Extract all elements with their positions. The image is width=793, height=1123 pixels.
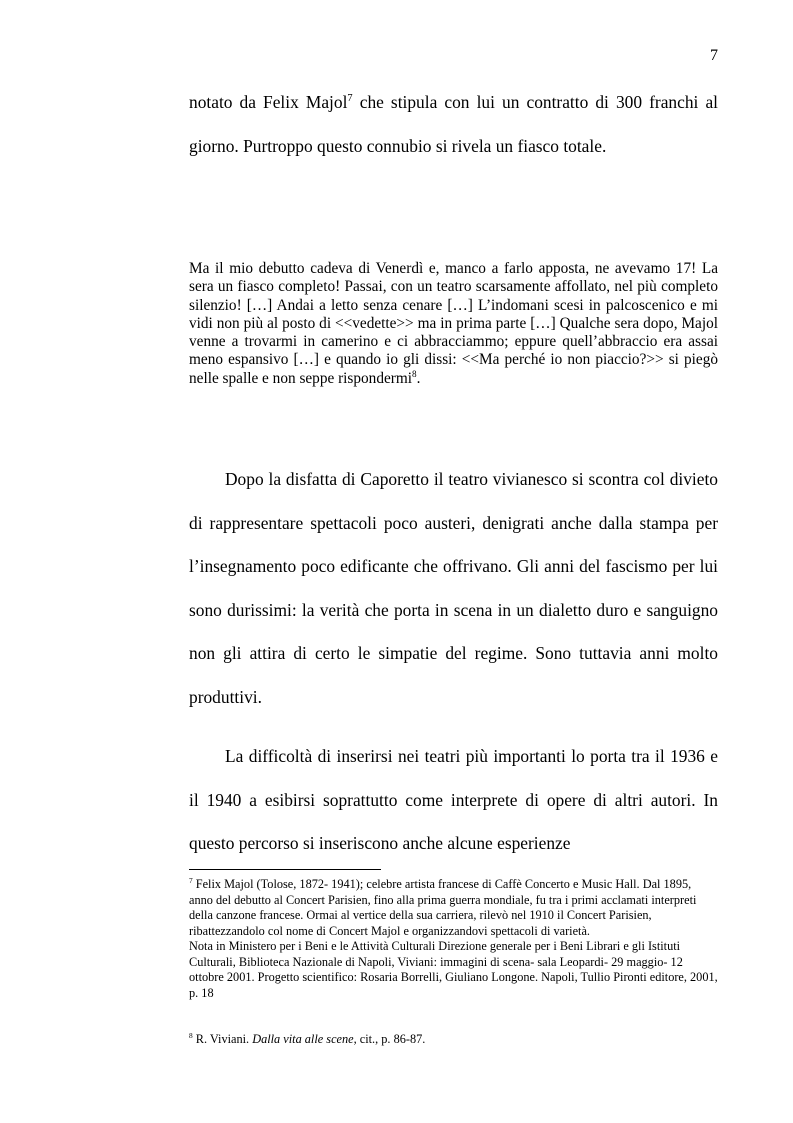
footnote-7-marker: 7	[189, 875, 193, 885]
footnote-7-note: Nota in Ministero per i Beni e le Attività Culturali Direzione generale per i Beni Librari e gli Istituti Culturali, Biblioteca Nazionale di Napoli, Viviani: immagini di scena- sala Leopardi- 29 maggio- 12 ottobre 2001. Progetto scientifico: Rosaria Borrelli, Giuliano Longone. Napoli, Tullio Pironti editore, 2001, p. 18	[189, 939, 718, 1000]
footnote-8-title: Dalla vita alle scene,	[252, 1032, 357, 1046]
block-quote-text: Ma il mio debutto cadeva di Venerdì e, manco a farlo apposta, ne avevamo 17! La sera un fiasco completo! Passai, con un teatro scarsamente affollato, nel più completo silenzio! […] Andai a letto senza cenare […] L’indomani scesi in palcoscenico e mi vidi non più al posto di <<vedette>> ma in prima parte […] Qualche sera dopo, Majol venne a trovarmi in camerino e ci abbracciammo; eppure quell’abbraccio era assai meno espansivo […] e quando io gli dissi: <<Ma perché io non piaccio?>> si piegò nelle spalle e non seppe rispondermi	[189, 260, 718, 387]
footnote-8-author: R. Viviani.	[192, 1032, 253, 1046]
block-quote-end: .	[416, 369, 421, 387]
footnote-8	[189, 1032, 718, 1048]
footnote-8-marker: 8	[189, 1030, 193, 1040]
paragraph-3: La difficoltà di inserirsi nei teatri più importanti lo porta tra il 1936 e il 1940 a esibirsi soprattutto come interprete di opere di altri autori. In questo percorso si inseriscono anche alcune esperienze	[189, 746, 718, 853]
page-number: 7	[710, 47, 718, 64]
footnote-separator	[189, 869, 381, 870]
paragraph-1-text-before-ref: notato da Felix Majol	[189, 92, 348, 112]
paragraph-1-text-after-ref: che stipula con lui un contratto di 300 franchi al giorno. Purtroppo questo connubio si rivela un fiasco totale.	[189, 92, 719, 156]
paragraph-2: Dopo la disfatta di Caporetto il teatro vivianesco si scontra col divieto di rappresentare spettacoli poco austeri, denigrati anche dalla stampa per l’insegnamento poco edificante che offrivano. Gli anni del fascismo per lui sono durissimi: la verità che porta in scena in un dialetto duro e sanguigno non gli attira di certo le simpatie del regime. Sono tuttavia anni molto produttivi.	[189, 469, 718, 707]
footnote-ref-8[interactable]: 8	[412, 368, 417, 379]
footnote-7	[189, 877, 718, 1001]
footnote-8-rest: cit., p. 86-87.	[356, 1032, 426, 1046]
paragraph-1	[189, 81, 718, 168]
footnote-7-text: Felix Majol (Tolose, 1872- 1941); celebre artista francese di Caffè Concerto e Music Hall. Dal 1895, anno del debutto al Concert Parisien, fino alla prima guerra mondiale, fu tra i primi acclamati interpreti della canzone francese. Ormai al vertice della sua carriera, rilevò nel 1910 il Concert Parisien, ribattezzandolo col nome di Concert Majol e organizzandovi spettacoli di varietà.	[189, 877, 697, 938]
block-quote	[189, 260, 718, 388]
footnote-ref-7[interactable]: 7	[347, 93, 353, 105]
